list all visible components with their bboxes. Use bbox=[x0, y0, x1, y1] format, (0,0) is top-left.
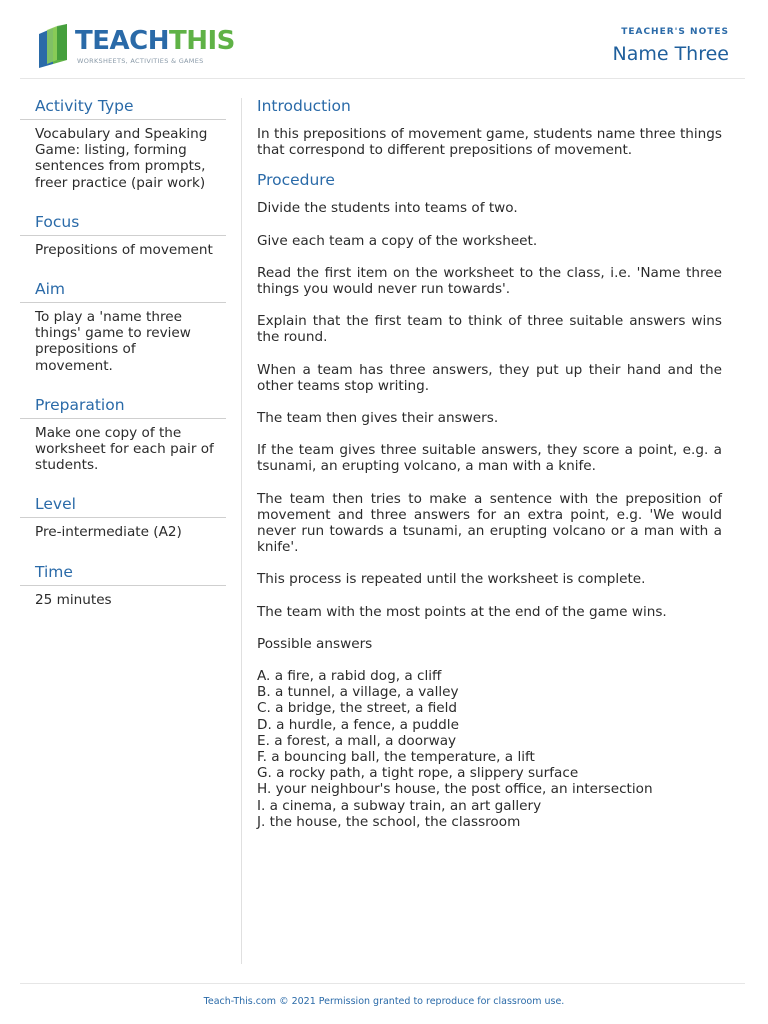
procedure-step: Read the first item on the worksheet to the class, i.e. 'Name three things you would never run towards'. bbox=[257, 264, 722, 298]
answer-item: H. your neighbour's house, the post office, an intersection bbox=[257, 781, 653, 798]
page-title: Name Three bbox=[612, 43, 729, 65]
procedure-heading: Procedure bbox=[257, 171, 335, 190]
aim-heading: Aim bbox=[20, 279, 226, 303]
book-icon bbox=[37, 24, 73, 68]
preparation-heading: Preparation bbox=[20, 395, 226, 419]
preparation-text: Make one copy of the worksheet for each pair of students. bbox=[35, 424, 214, 474]
possible-answers-list bbox=[257, 668, 722, 830]
column-divider bbox=[241, 98, 242, 964]
introduction-heading: Introduction bbox=[257, 97, 351, 115]
focus-heading: Focus bbox=[20, 212, 226, 236]
time-heading: Time bbox=[20, 562, 226, 586]
aim-text: To play a 'name three things' game to review prepositions of movement. bbox=[35, 309, 191, 374]
procedure-step: Explain that the first team to think of three suitable answers wins the round. bbox=[257, 313, 722, 346]
main-content bbox=[257, 96, 722, 830]
answer-item: J. the house, the school, the classroom bbox=[257, 813, 521, 830]
possible-answers-label: Possible answers bbox=[257, 635, 373, 652]
procedure-step: If the team gives three suitable answers, they score a point, e.g. a tsunami, an erupting volcano, a man with a knife. bbox=[257, 442, 722, 475]
procedure-step: Divide the students into teams of two. bbox=[257, 200, 518, 217]
time-text: 25 minutes bbox=[35, 591, 112, 608]
activity-type-text: Vocabulary and Speaking Game: listing, forming sentences from prompts, freer practice (pair work) bbox=[35, 126, 208, 191]
page-header bbox=[20, 0, 745, 79]
logo-word-teach: TEACH bbox=[75, 26, 169, 56]
introduction-text: In this prepositions of movement game, students name three things that correspond to different prepositions of movement. bbox=[257, 126, 722, 159]
procedure-step: This process is repeated until the worksheet is complete. bbox=[257, 571, 646, 588]
info-sidebar bbox=[20, 96, 226, 608]
logo-wordmark bbox=[75, 26, 235, 56]
answer-item: C. a bridge, the street, a field bbox=[257, 700, 458, 717]
level-heading: Level bbox=[20, 494, 226, 518]
footer-divider bbox=[20, 983, 745, 984]
teachers-notes-label: TEACHER'S NOTES bbox=[621, 27, 729, 37]
procedure-step: When a team has three answers, they put up their hand and the other teams stop writing. bbox=[257, 361, 722, 394]
logo-word-this: THIS bbox=[168, 26, 235, 56]
procedure-step: The team with the most points at the end of the game wins. bbox=[257, 603, 667, 620]
answer-item: G. a rocky path, a tight rope, a slippery surface bbox=[257, 765, 579, 782]
answer-item: F. a bouncing ball, the temperature, a lift bbox=[257, 749, 535, 766]
answer-item: E. a forest, a mall, a doorway bbox=[257, 732, 457, 749]
logo-tagline: WORKSHEETS, ACTIVITIES & GAMES bbox=[77, 57, 204, 65]
answer-item: I. a cinema, a subway train, an art gallery bbox=[257, 797, 542, 814]
answer-item: B. a tunnel, a village, a valley bbox=[257, 684, 459, 701]
answer-item: A. a fire, a rabid dog, a cliff bbox=[257, 668, 442, 685]
teach-this-logo bbox=[37, 24, 235, 68]
procedure-step: The team then gives their answers. bbox=[257, 410, 499, 427]
answer-item: D. a hurdle, a fence, a puddle bbox=[257, 716, 459, 733]
level-text: Pre-intermediate (A2) bbox=[35, 524, 182, 541]
activity-type-heading: Activity Type bbox=[20, 96, 226, 120]
procedure-step: The team then tries to make a sentence with the preposition of movement and three answers for an extra point, e.g. 'We would never run towards a tsunami, an erupting volcano or a man with a knife'. bbox=[257, 490, 722, 556]
focus-text: Prepositions of movement bbox=[35, 241, 213, 258]
procedure-step: Give each team a copy of the worksheet. bbox=[257, 232, 538, 249]
footer-copyright: Teach-This.com © 2021 Permission granted to reproduce for classroom use. bbox=[203, 996, 565, 1007]
procedure-steps bbox=[257, 200, 722, 652]
